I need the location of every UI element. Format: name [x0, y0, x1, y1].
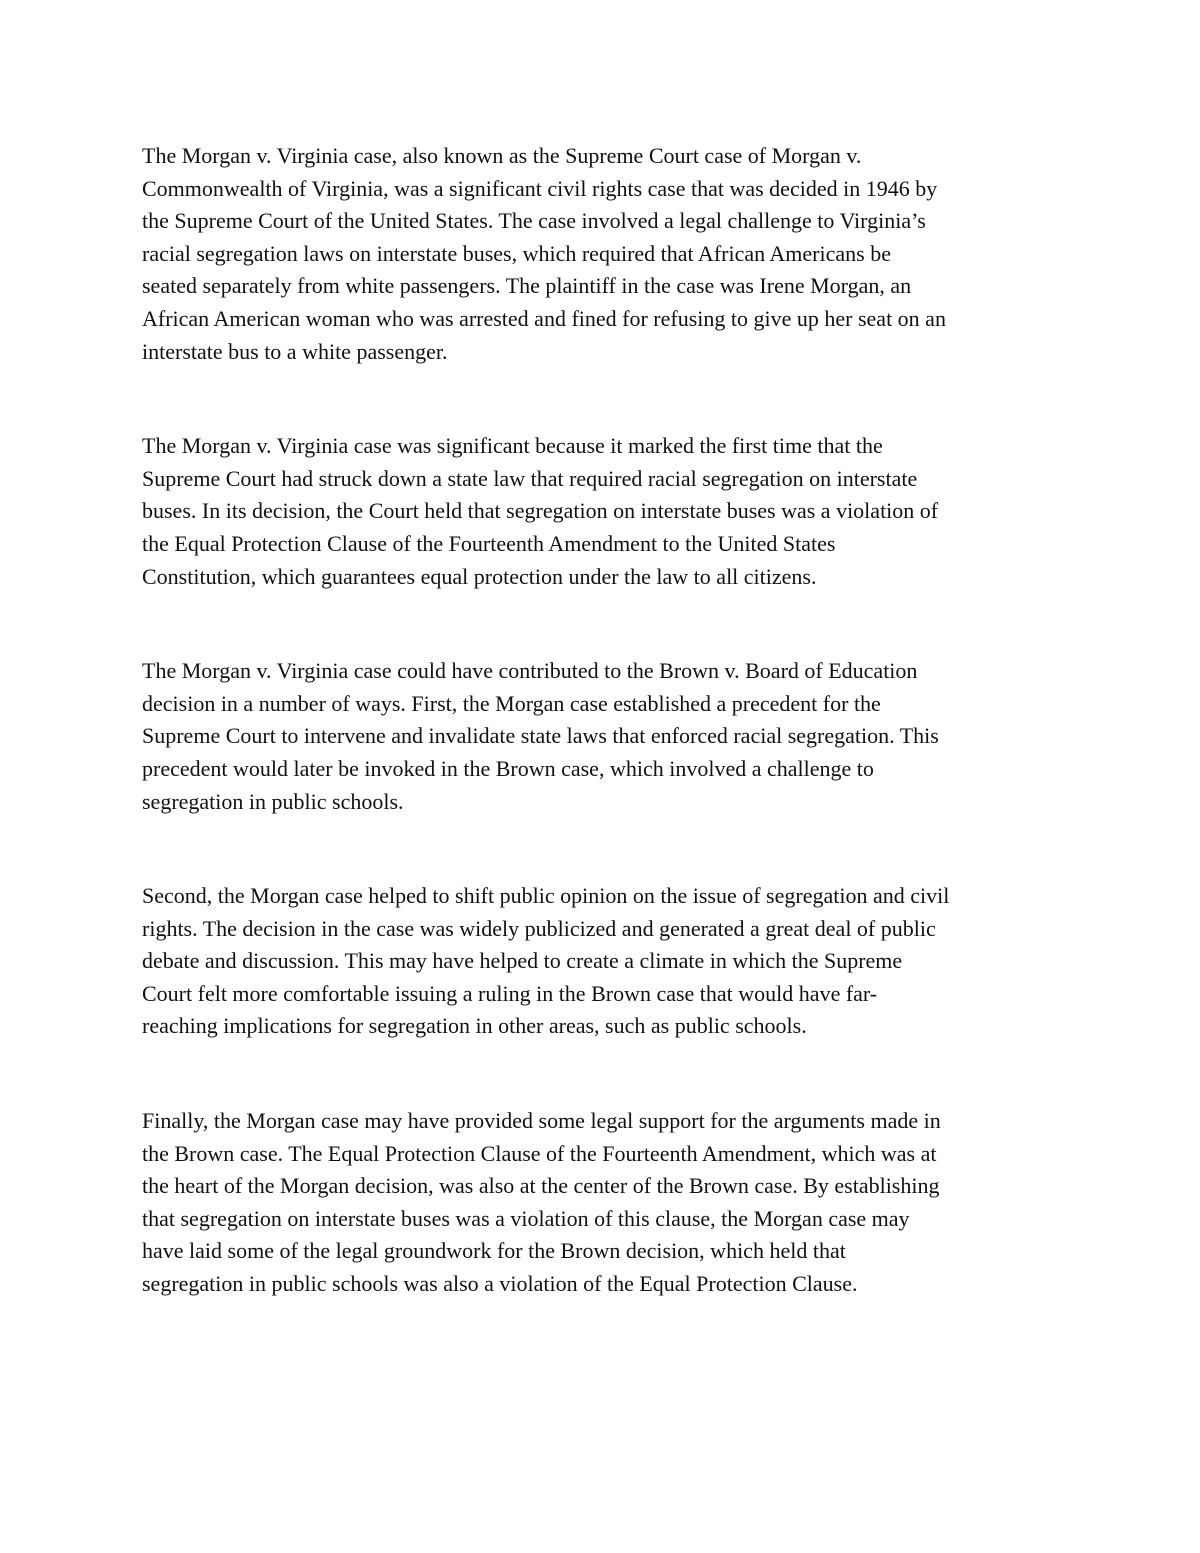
text-line: Court felt more comfortable issuing a ruling in the Brown case that would have far-: [142, 980, 878, 1006]
text-line: interstate bus to a white passenger.: [142, 338, 448, 364]
text-line: The Morgan v. Virginia case, also known as the Supreme Court case of Morgan v.: [142, 143, 862, 168]
text-line: have laid some of the legal groundwork for the Brown decision, which held that: [142, 1238, 846, 1264]
paragraph-precedent-for-brown: [142, 655, 1062, 818]
text-line: the Brown case. The Equal Protection Clause of the Fourteenth Amendment, which was at: [142, 1140, 937, 1166]
text-line: Commonwealth of Virginia, was a significant civil rights case that was decided in 1946 by: [142, 175, 938, 201]
document-body: [142, 140, 1062, 1301]
text-line: seated separately from white passengers. The plaintiff in the case was Irene Morgan, an: [142, 273, 912, 299]
text-line: the heart of the Morgan decision, was also at the center of the Brown case. By establishing: [142, 1173, 940, 1199]
paragraph-legal-support: [142, 1105, 1062, 1301]
text-line: segregation in public schools.: [142, 788, 404, 814]
text-line: precedent would later be invoked in the Brown case, which involved a challenge to: [142, 755, 874, 781]
text-line: Finally, the Morgan case may have provided some legal support for the arguments made in: [142, 1108, 941, 1134]
text-line: Constitution, which guarantees equal protection under the law to all citizens.: [142, 563, 817, 589]
text-line: racial segregation laws on interstate buses, which required that African Americans be: [142, 240, 891, 266]
text-line: The Morgan v. Virginia case could have contributed to the Brown v. Board of Education: [142, 658, 918, 684]
text-line: African American woman who was arrested and fined for refusing to give up her seat on an: [142, 305, 946, 331]
text-line: reaching implications for segregation in other areas, such as public schools.: [142, 1013, 807, 1039]
text-line: buses. In its decision, the Court held that segregation on interstate buses was a violation of: [142, 498, 939, 524]
text-line: rights. The decision in the case was widely publicized and generated a great deal of public: [142, 915, 936, 941]
text-line: debate and discussion. This may have helped to create a climate in which the Supreme: [142, 948, 903, 974]
text-line: the Equal Protection Clause of the Fourteenth Amendment to the United States: [142, 530, 836, 556]
text-line: segregation in public schools was also a violation of the Equal Protection Clause.: [142, 1271, 858, 1297]
text-line: Second, the Morgan case helped to shift public opinion on the issue of segregation and civil: [142, 883, 950, 909]
text-line: the Supreme Court of the United States. The case involved a legal challenge to Virginia’s: [142, 208, 926, 234]
text-line: decision in a number of ways. First, the Morgan case established a precedent for the: [142, 690, 881, 716]
paragraph-case-significance: [142, 430, 1062, 593]
text-line: that segregation on interstate buses was a violation of this clause, the Morgan case may: [142, 1205, 910, 1231]
text-line: Supreme Court had struck down a state law that required racial segregation on interstate: [142, 465, 918, 491]
text-line: The Morgan v. Virginia case was significant because it marked the first time that the: [142, 433, 883, 459]
paragraph-public-opinion: [142, 880, 1062, 1043]
text-line: Supreme Court to intervene and invalidate state laws that enforced racial segregation. This: [142, 723, 939, 749]
paragraph-morgan-case-overview: [142, 140, 1062, 368]
